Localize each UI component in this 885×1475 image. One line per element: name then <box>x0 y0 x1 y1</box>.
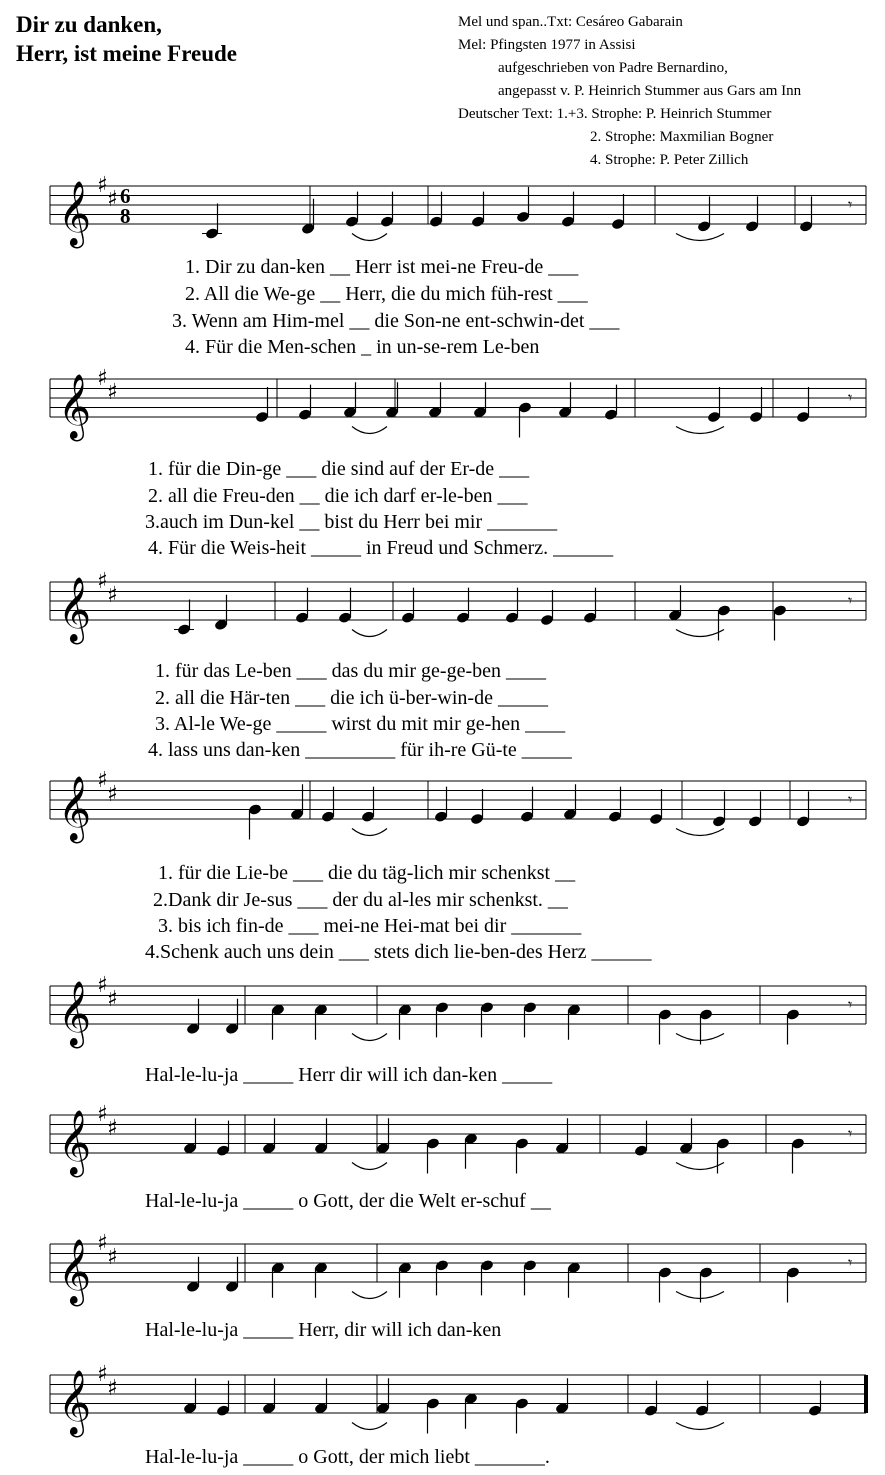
lyric-line: 4. Für die Weis-heit _____ in Freud und Schmerz. ______ <box>148 537 614 559</box>
eighth-rest-icon: 𝄾 <box>848 790 853 809</box>
treble-clef-icon: 𝄞 <box>58 1239 92 1304</box>
lyric-line: 3. Al-le We-ge _____ wirst du mit mir ge-hen ____ <box>155 713 566 735</box>
tie-arc <box>676 1423 724 1430</box>
time-signature-top: 6 <box>120 184 131 208</box>
credit-line: 4. Strophe: P. Peter Zillich <box>590 152 749 168</box>
tie-arc <box>352 1034 387 1041</box>
credit-line: 2. Strophe: Maxmilian Bogner <box>590 129 774 145</box>
treble-clef-icon: 𝄞 <box>58 776 92 841</box>
sharp-icon: ♯ <box>97 768 108 793</box>
sharp-icon: ♯ <box>97 973 108 998</box>
treble-clef-icon: 𝄞 <box>58 577 92 642</box>
treble-clef-icon: 𝄞 <box>58 1110 92 1175</box>
sharp-icon: ♯ <box>107 187 118 212</box>
tie-arc <box>352 829 387 836</box>
sharp-icon: ♯ <box>107 583 118 608</box>
eighth-rest-icon: 𝄾 <box>848 1124 853 1143</box>
sharp-icon: ♯ <box>107 1376 118 1401</box>
treble-clef-icon: 𝄞 <box>58 181 92 246</box>
credit-line: Mel: Pfingsten 1977 in Assisi <box>458 37 636 53</box>
credit-line: Mel und span..Txt: Cesáreo Gabarain <box>458 14 683 30</box>
tie-arc <box>352 1423 387 1430</box>
lyric-line: 4.Schenk auch uns dein ___ stets dich lie-ben-des Herz ______ <box>145 941 652 963</box>
eighth-rest-icon: 𝄾 <box>848 195 853 214</box>
song-title-line-1: Dir zu danken, <box>16 12 162 37</box>
lyric-line: 2. all die Freu-den __ die ich darf er-le-ben ___ <box>148 485 528 507</box>
tie-arc <box>676 829 724 836</box>
tie-arc <box>352 1292 387 1299</box>
credit-line: Deutscher Text: 1.+3. Strophe: P. Heinrich Stummer <box>458 106 772 122</box>
tie-arc <box>352 427 387 434</box>
lyric-line: 1. für die Din-ge ___ die sind auf der Er-de ___ <box>148 458 530 480</box>
credit-line: angepasst v. P. Heinrich Stummer aus Gars am Inn <box>498 83 802 99</box>
lyric-line: Hal-le-lu-ja _____ Herr, dir will ich dan-ken <box>145 1319 502 1341</box>
tie-arc <box>676 234 724 241</box>
sharp-icon: ♯ <box>97 569 108 594</box>
tie-arc <box>352 630 387 637</box>
sharp-icon: ♯ <box>97 1102 108 1127</box>
lyric-line: 3. Wenn am Him-mel __ die Son-ne ent-schwin-det ___ <box>172 310 620 332</box>
sharp-icon: ♯ <box>107 380 118 405</box>
eighth-rest-icon: 𝄾 <box>848 1253 853 1272</box>
lyric-line: 1. Dir zu dan-ken __ Herr ist mei-ne Freu-de ___ <box>185 256 579 278</box>
treble-clef-icon: 𝄞 <box>58 981 92 1046</box>
lyric-line: 3. bis ich fin-de ___ mei-ne Hei-mat bei dir _______ <box>158 915 582 937</box>
lyric-line: 1. für das Le-ben ___ das du mir ge-ge-ben ____ <box>155 660 546 682</box>
credit-line: aufgeschrieben von Padre Bernardino, <box>498 60 728 76</box>
sharp-icon: ♯ <box>97 1231 108 1256</box>
lyric-line: 2. all die Här-ten ___ die ich ü-ber-win-de _____ <box>155 687 548 709</box>
tie-arc <box>676 1163 724 1170</box>
eighth-rest-icon: 𝄾 <box>848 591 853 610</box>
tie-arc <box>676 630 724 637</box>
lyric-line: 4. lass uns dan-ken _________ für ih-re Gü-te _____ <box>148 739 572 761</box>
lyric-line: 2. All die We-ge __ Herr, die du mich füh-rest ___ <box>185 283 588 305</box>
tie-arc <box>352 1163 387 1170</box>
lyric-line: Hal-le-lu-ja _____ o Gott, der die Welt er-schuf __ <box>145 1190 551 1212</box>
song-title-line-2: Herr, ist meine Freude <box>16 41 238 66</box>
sharp-icon: ♯ <box>107 1245 118 1270</box>
treble-clef-icon: 𝄞 <box>58 374 92 439</box>
sharp-icon: ♯ <box>107 782 118 807</box>
sharp-icon: ♯ <box>97 1362 108 1387</box>
treble-clef-icon: 𝄞 <box>58 1370 92 1435</box>
lyric-line: 3.auch im Dun-kel __ bist du Herr bei mir _______ <box>145 511 558 533</box>
lyric-line: Hal-le-lu-ja _____ o Gott, der mich liebt _______. <box>145 1446 550 1468</box>
sharp-icon: ♯ <box>107 1116 118 1141</box>
tie-arc <box>352 234 387 241</box>
lyric-line: Hal-le-lu-ja _____ Herr dir will ich dan-ken _____ <box>145 1064 553 1086</box>
sharp-icon: ♯ <box>97 173 108 198</box>
lyric-line: 4. Für die Men-schen _ in un-se-rem Le-ben <box>185 336 540 358</box>
time-signature-bottom: 8 <box>120 204 131 228</box>
eighth-rest-icon: 𝄾 <box>848 388 853 407</box>
lyric-line: 2.Dank dir Je-sus ___ der du al-les mir schenkst. __ <box>153 889 568 911</box>
sharp-icon: ♯ <box>97 366 108 391</box>
sharp-icon: ♯ <box>107 987 118 1012</box>
tie-arc <box>676 427 724 434</box>
lyric-line: 1. für die Lie-be ___ die du täg-lich mir schenkst __ <box>158 862 576 884</box>
eighth-rest-icon: 𝄾 <box>848 995 853 1014</box>
